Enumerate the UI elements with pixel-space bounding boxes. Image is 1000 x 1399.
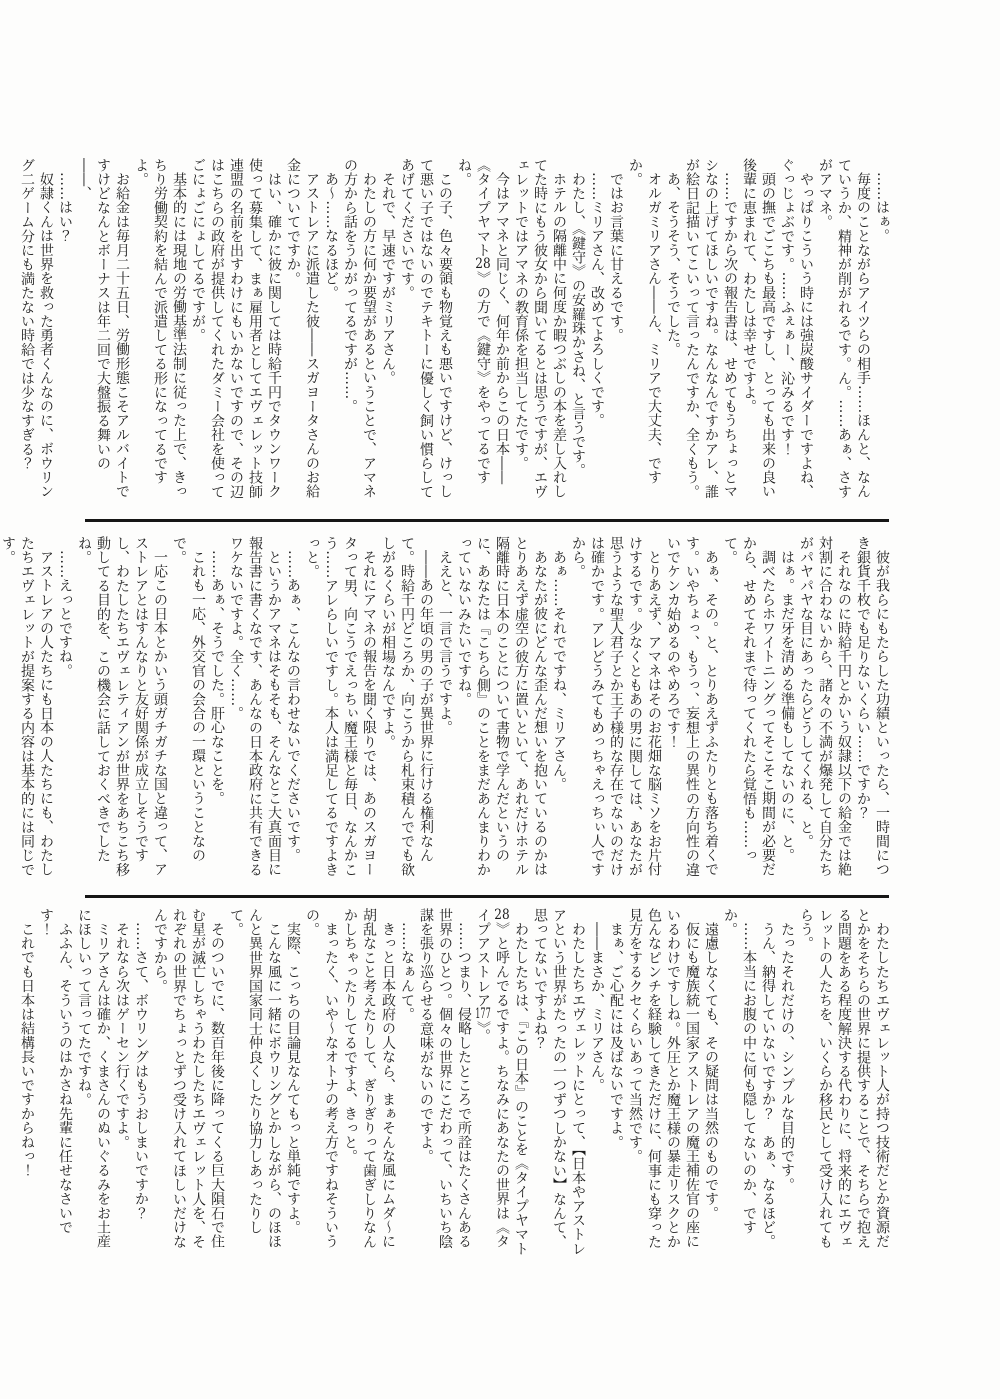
paragraph: ではお言葉に甘えるです。 [608,172,624,343]
paragraph: これも一応、外交官の会合の一環ということなので。 [171,536,206,863]
paragraph: たったそれだけの、シンプルな目的です。 [779,922,795,1192]
paragraph: それで、早速ですがミリアさん。 [380,172,396,385]
paragraph: 彼が我らにもたらした功績といったら、一時間につき銀貨千枚でも足りないくらい……ですか？ [855,536,890,877]
paragraph: ……なぁんて。 [399,922,415,1022]
text-section-1 [19,158,891,510]
paragraph: やっぱりこういう時には強炭酸サイダーですよね、ぐっじょぶです。……ふぇぁー、沁みるです！ [779,158,814,499]
paragraph: わたしたちエヴェレットにとって、【日本やアストレアという世界がたったの一つずつしかない】なんて、思ってないですよね？ [532,908,586,1256]
paragraph: きっと日本政府の人なら、まぁそんな風にムダ〜に胡乱なこと考えたりして、ぎりぎりって歯ぎしりなんかしちゃったりしてるですよ、きっと。 [342,908,396,1249]
paragraph: 調べたらホワイトニングってそこそこ期間が必要だから、せめてそれまで待ってくれたら覚悟も……って。 [722,536,776,877]
paragraph: 頭の撫でごこちも最高ですし、とっても出来の良い後輩に恵まれて、わたしは幸せですよ。 [741,158,776,499]
paragraph: ……あぁ、こんなの言わせないでくださいです。 [285,550,301,863]
paragraph: 毎度のことながらアイツらの相手……ほんと、なんていうか、精神が削がれるです。ん。……あぁ、さすがアマネ。 [817,158,871,499]
paragraph: ……はい？ [57,172,73,243]
paragraph: はい、確かに彼に関しては時給千円でタウンワーク使って募集して、まぁ雇用者としてエヴェレット技師連盟の名前を出すわけにもいかないですので、その辺はこちらの政府が提供してくれたダミー会社を使ってごにょごにょしてるですが。 [190,158,282,499]
paragraph: ……さて、ボウリングはもうおしまいですか？ [133,922,149,1221]
paragraph: ……つまり、侵略したところで所詮はたくさんある世界のひとつ。個々の世界にこだわって、いちいち陰謀を張り巡らせる意味がないのですよ。 [418,908,472,1249]
paragraph: まぁ、ご心配には及ばないですよ。 [608,922,624,1150]
paragraph: ……はぁ。 [874,172,890,243]
paragraph: 一応この日本とかいう頭ガチガチな国と違って、アストレアとはすんなりと友好関係が成立しそうですし、わたしたちエヴェレティアンが世界をあちこち移動してる目的を、この機会に話しておくべきでしたね。 [76,536,168,877]
paragraph: ……えっとですね。 [57,550,73,678]
text-section-2 [0,536,891,888]
paragraph: ――あの年頃の男の子が異世界に行ける権利なんて。時給千円どころか、向こうから札束積んででも欲しがるくらいが相場なんですよ。 [380,536,434,877]
section-divider-2 [85,895,889,898]
paragraph: わたしたちは、『この日本』のことを《タイプヤマト28》と呼んでるですよ。ちなみにあなたの世界は《タイプアストレア177》。 [475,908,529,1256]
paragraph: 遠慮しなくても、その疑問は当然のものです。 [703,922,719,1221]
paragraph: あなたが彼にどんな歪んだ想いを抱いているのかはとりあえず虚空の彼方に置いといて、あれだけホテル隔離時に日本のことについて書物で学んだというのに、あなたは『こちら側』のことをまだあんまりわかっていないみたいですね。 [456,536,548,877]
paragraph: ええと、一言で言うですよ。 [437,550,453,735]
paragraph: それなら次はゲーセン行くですよ。 [114,922,130,1150]
paragraph: これでも日本は結構長いですからねっ！ [19,922,35,1178]
paragraph: まったく、いや〜なオトナの考え方ですねそういうの。 [304,908,339,1249]
paragraph: アストレアの人たちにも日本の人たちにも、わたしたちエヴェレットが提案する内容は基本的には同じです。 [0,536,54,877]
paragraph: とりあえず、アマネはそのお花畑な脳ミソをお片付けするです。少なくともあの男に関しては、あなたが思うような聖人君子とか王子様的な存在でないのだけは確かです。アレどうみてもめっちゃえっちぃ人ですから。 [570,536,662,877]
paragraph: 仮にも魔族統一国家アストレアの魔王補佐官の座にいるわけですしね。外圧とか魔王様の暴走リスクとか色んなピンチを経験してきただけに、何事にも穿った見方をするクセくらいあって当然です。 [627,908,700,1249]
text-section-3 [19,908,891,1260]
paragraph: それなのに時給千円とかいう奴隷以下の給金では絶対割に合わないから、諸々の不満が爆発して自分たちがパヤパヤな目にあったらどうしてくれる、と。 [798,536,852,877]
paragraph: ……あぁ、そうでした。肝心なことを。 [209,550,225,806]
paragraph: 基本的には現地の労働基準法制に従った上で、きっちり労働契約を結んで派遣してる形になってるですよ。 [133,158,187,499]
paragraph: ミリアさんは確か、くまさんのぬいぐるみをお土産にほしいって言ってたですね。 [76,908,111,1249]
paragraph: お給金は毎月二十五日、労働形態こそアルバイトですけどなんとボーナスは年二回で大盤振る舞いの――、 [76,158,130,499]
paragraph: アストレアに派遣した彼――スガヨータさんのお給金についてですか。 [285,158,320,499]
paragraph: こんな風に一緒にボウリングとかしながら、のほほんと異世界国家同士仲良くしたり協力しあったりして。 [228,908,282,1249]
paragraph: あ〜……なるほど。 [323,172,339,300]
paragraph: というかアマネはそもそも、そんなとこ大真面目に報告書に書くなです、あんなの日本政府に共有できるワケないですよ。全く……。 [228,536,282,877]
paragraph: うん、納得していないですか？ あぁ、なるほど。 [760,922,776,1249]
paragraph: ホテルの隔離中に何度か暇つぶしの本を差し入れしてた時にもう彼女から聞いてるとは思うですが、エヴェレットではアマネの教育係を担当してたです。 [513,158,567,499]
paragraph: ――まさか、ミリアさん。 [589,922,605,1093]
paragraph: あぁ、その。と、とりあえずふたりとも落ち着くです。いやちょっ、もうっ、妄想上の異性の方向性の違いでケンカ始めるのやめろです！ [665,536,719,877]
paragraph: わたしの方に何か要望があるということで、アマネの方から話をうかがってるですが……。 [342,158,377,499]
paragraph: わたしたちエヴェレット人が持つ技術だとか資源だとかをそちらの世界に提供することで、そちらで抱える問題をある程度解決する代わりに、将来的にエヴェレットの人たちを、いくらか移民として受け入れてもらう。 [798,908,890,1249]
section-divider-1 [85,519,889,522]
paragraph: ふふん、そういうのはかさね先輩に任せなさいです！ [38,908,73,1235]
paragraph: あ、そうそう、そうでした。 [665,172,681,357]
paragraph: ……本当にお腹の中に何も隠してないのか、ですか。 [722,908,757,1235]
paragraph: ……ですから次の報告書は、せめてもうちょっとマシなの上げてほしいですね。なんなんですかアレ、誰が絵日記描いてこいって言ったんですか、全くもう。 [684,158,738,499]
paragraph: それにアマネの報告を聞く限りでは、あのスガヨータって男、向こうでえっちぃ魔王様と毎日、なんかこう……アレらしいですし。本人は満足してるですよきっと。 [304,536,377,877]
paragraph: あぁ……それでですね、ミリアさん。 [551,550,567,792]
paragraph: オルガミリアさん――ん、ミリアで大丈夫、ですか。 [627,158,662,485]
paragraph: 奴隷くんは世界を救った勇者くんなのに、ボウリング二ゲーム分にも満たない時給では少なすぎる？ [19,158,54,499]
paragraph: わたし、《鍵守》の安羅珠かさね、と言うです。 [570,172,586,478]
paragraph: 実際、こっちの目論見なんてもっと単純ですよ。 [285,922,301,1235]
paragraph: はぁ。まだ牙を清める準備もしてないのに、と。 [779,550,795,863]
paragraph: この子、色々要領も物覚えも悪いですけど、けっして悪い子ではないのでテキトーに優しく飼い慣らしてあげてくださいです。 [399,158,453,499]
paragraph: 今はアマネと同じく、何年か前からこの日本――《タイプヤマト28》の方で《鍵守》をやってるですね。 [456,158,510,485]
paragraph: ……ミリアさん、改めてよろしくです。 [589,172,605,428]
paragraph: そのついでに、数百年後に降ってくる巨大隕石で住む星が滅亡しちゃうわたしたちエヴェレット人を、それぞれの世界でちょっとずつ受け入れてほしいだけなんですから。 [152,908,225,1249]
